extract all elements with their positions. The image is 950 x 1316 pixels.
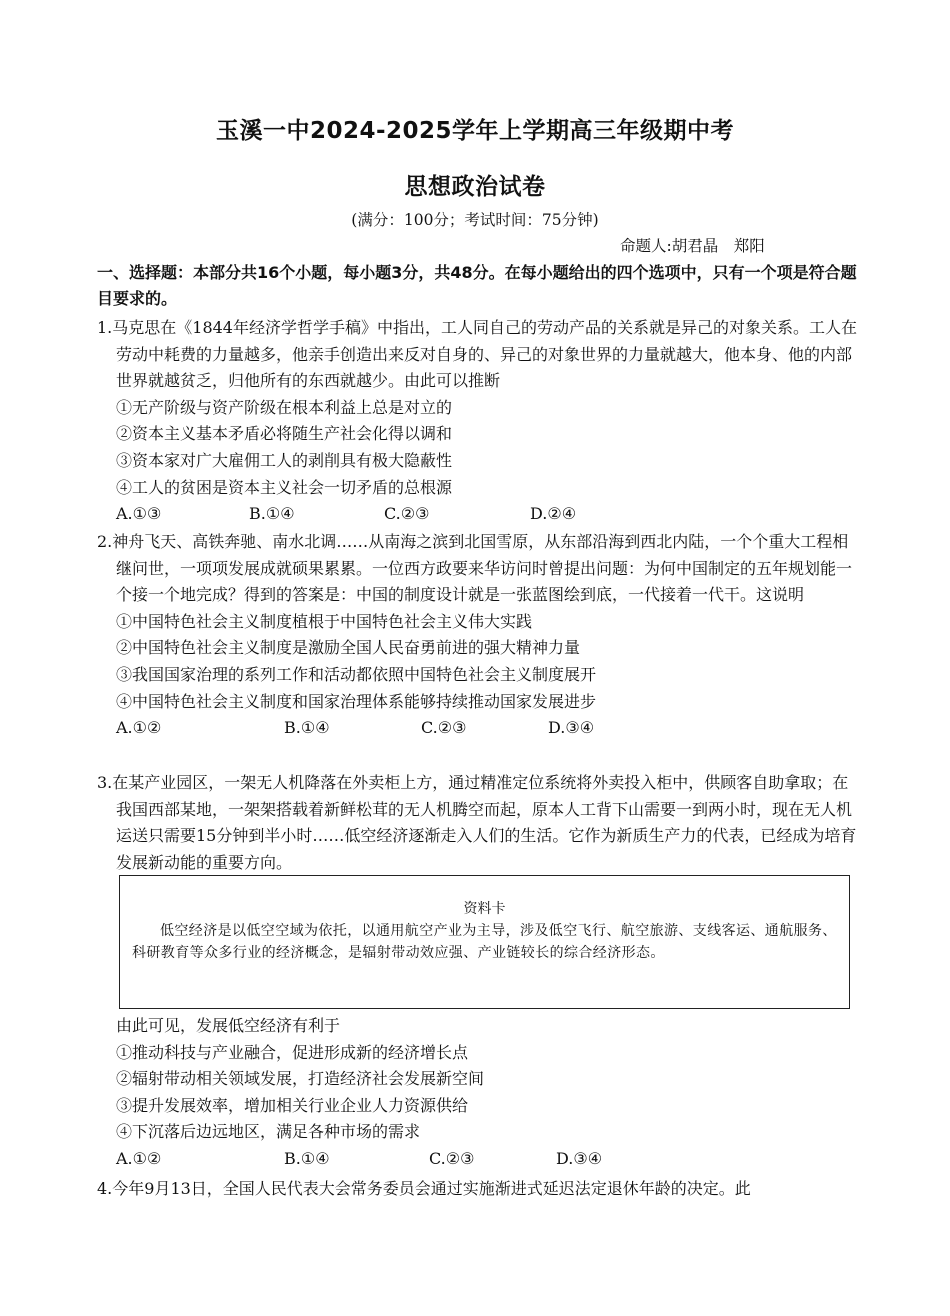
choice-d[interactable]: D.③④ — [556, 1148, 603, 1168]
question-1 — [97, 315, 857, 528]
choice-b[interactable]: B.①④ — [284, 718, 330, 738]
question-lead: 由此可见，发展低空经济有利于 — [116, 1016, 341, 1035]
choice-b[interactable]: B.①④ — [284, 1148, 330, 1168]
statement-option: ①中国特色社会主义制度植根于中国特色社会主义伟大实践 — [116, 611, 533, 631]
statement-option: ③资本家对广大雇佣工人的剥削具有极大隐蔽性 — [116, 450, 453, 470]
statement-option: ④工人的贫困是资本主义社会一切矛盾的总根源 — [116, 477, 453, 497]
exam-subject: 思想政治试卷 — [404, 174, 546, 200]
choice-b[interactable]: B.①④ — [249, 504, 295, 524]
question-3-options — [97, 1013, 857, 1173]
choice-d[interactable]: D.③④ — [548, 718, 595, 738]
statement-option: ④下沉落后边远地区，满足各种市场的需求 — [116, 1122, 421, 1142]
question-2 — [97, 529, 857, 742]
choice-c[interactable]: C.②③ — [429, 1148, 475, 1168]
question-stem: 2.神舟飞天、高铁奔驰、南水北调……从南海之滨到北国雪原，从东部沿海到西北内陆，一个个重大工程相继问世，一项项发展成就硕果累累。一位西方政要来华访问时曾提出问题：为何中国制定的五年规划能一个接一个地完成？得到的答案是：中国的制度设计就是一张蓝图绘到底，一代接着一代干。这说明 — [97, 532, 853, 605]
statement-option: ④中国特色社会主义制度和国家治理体系能够持续推动国家发展进步 — [116, 691, 597, 711]
choice-a[interactable]: A.①② — [116, 718, 162, 738]
statement-option: ①无产阶级与资产阶级在根本利益上总是对立的 — [116, 397, 453, 417]
statement-option: ②资本主义基本矛盾必将随生产社会化得以调和 — [116, 424, 453, 444]
info-card-title: 资料卡 — [463, 901, 506, 917]
statement-option: ②辐射带动相关领域发展，打造经济社会发展新空间 — [116, 1069, 485, 1089]
choice-a[interactable]: A.①② — [116, 1148, 162, 1168]
info-card — [119, 875, 850, 1009]
answer-choices — [97, 1146, 857, 1173]
choice-c[interactable]: C.②③ — [421, 718, 467, 738]
question-stem: 1.马克思在《1844年经济学哲学手稿》中指出，工人同自己的劳动产品的关系就是异己的对象关系。工人在劳动中耗费的力量越多，他亲手创造出来反对自身的、异己的对象世界的力量就越大，他本身、他的内部世界就越贫乏，归他所有的东西就越少。由此可以推断 — [97, 318, 857, 391]
info-card-body: 低空经济是以低空空域为依托，以通用航空产业为主导，涉及低空飞行、航空旅游、支线客运、通航服务、科研教育等众多行业的经济概念，是辐射带动效应强、产业链较长的综合经济形态。 — [132, 923, 837, 961]
question-stem: 4.今年9月13日，全国人民代表大会常务委员会通过实施渐进式延迟法定退休年龄的决定。此 — [97, 1179, 751, 1198]
statement-option: ③我国国家治理的系列工作和活动都依照中国特色社会主义制度展开 — [116, 664, 597, 684]
statement-option: ①推动科技与产业融合，促进形成新的经济增长点 — [116, 1042, 469, 1062]
choice-d[interactable]: D.②④ — [530, 504, 577, 524]
exam-title: 玉溪一中2024-2025学年上学期高三年级期中考 — [215, 118, 735, 144]
choice-c[interactable]: C.②③ — [384, 504, 430, 524]
question-stem: 3.在某产业园区，一架无人机降落在外卖柜上方，通过精准定位系统将外卖投入柜中，供顾客自助拿取；在我国西部某地，一架架搭载着新鲜松茸的无人机腾空而起，原本人工背下山需要一到两小时，现在无人机运送只需要15分钟到半小时……低空经济逐渐走入人们的生活。它作为新质生产力的代表，已经成为培育发展新动能的重要方向。 — [97, 773, 857, 872]
question-3 — [97, 770, 857, 876]
statement-option: ③提升发展效率，增加相关行业企业人力资源供给 — [116, 1095, 469, 1115]
answer-choices — [97, 501, 857, 528]
choice-a[interactable]: A.①③ — [116, 504, 162, 524]
section-heading: 一、选择题：本部分共16个小题，每小题3分，共48分。在每小题给出的四个选项中，只有一个项是符合题目要求的。 — [97, 263, 857, 308]
authors: 命题人:胡君晶 郑阳 — [620, 237, 765, 255]
exam-info: (满分：100分；考试时间：75分钟) — [351, 211, 599, 229]
answer-choices — [97, 715, 857, 742]
statement-option: ②中国特色社会主义制度是激励全国人民奋勇前进的强大精神力量 — [116, 638, 581, 658]
question-4 — [97, 1176, 857, 1203]
